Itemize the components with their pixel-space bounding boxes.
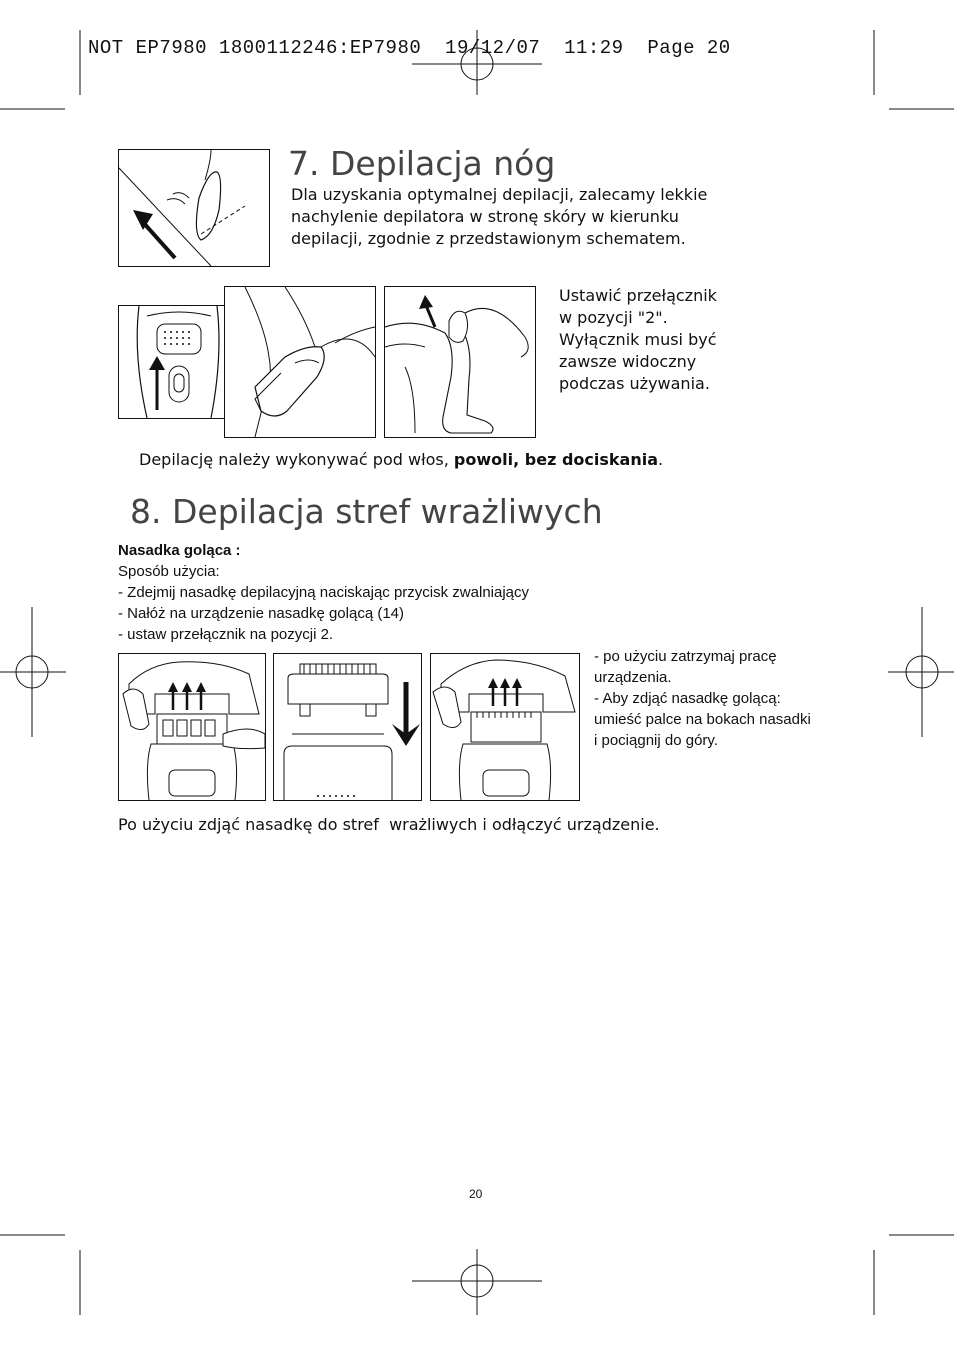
after-use-instruction [594,646,844,751]
section-7-title: 7. Depilacja nóg [288,144,556,183]
attachment-subtitle [118,540,638,561]
page-number: 20 [469,1187,483,1201]
attach-shaving-head-figure [273,653,422,801]
after-note-line: - po użyciu zatrzymaj pracę [594,648,777,665]
switch-instruction [559,285,759,395]
switch-position-figure [118,305,232,419]
switch-note-line: zawsze widoczny [559,352,697,371]
section-7-intro [291,184,751,250]
switch-note-line: podczas używania. [559,374,710,393]
leg-epilation-figure [384,286,536,438]
switch-note-line: w pozycji "2". [559,308,668,327]
print-slug: NOT EP7980 1800112246:EP7980 19/12/07 11:29 Page 20 [88,37,731,59]
attachment-subtitle-text: Nasadka goląca : [118,542,241,559]
step-item: - Zdejmij nasadkę depilacyjną naciskając przycisk zwalniający [118,584,530,601]
switch-note-line: Wyłącznik musi być [559,330,717,349]
direction-note-end: . [658,450,664,469]
after-note-line: i pociągnij do góry. [594,732,718,749]
angle-diagram [118,149,270,267]
hand-holding-epilator-figure [224,286,376,438]
direction-note-text: Depilację należy wykonywać pod włos, [139,450,454,469]
step-item: - Nałóż na urządzenie nasadkę golącą (14) [118,605,405,622]
remove-shaving-head-figure [430,653,580,801]
intro-line: nachylenie depilatora w stronę skóry w kierunku [291,207,679,226]
switch-note-line: Ustawić przełącznik [559,286,717,305]
after-note-line: - Aby zdjąć nasadkę golącą: [594,690,781,707]
intro-line: depilacji, zgodnie z przedstawionym schematem. [291,229,686,248]
final-note: Po użyciu zdjąć nasadkę do stref wrażliwych i odłączyć urządzenie. [118,815,660,834]
section-8-title: 8. Depilacja stref wrażliwych [130,492,603,531]
remove-epilating-head-figure [118,653,266,801]
direction-note-emphasis: powoli, bez dociskania [453,450,658,469]
after-note-line: urządzenia. [594,669,672,686]
direction-note [139,449,663,471]
intro-line: Dla uzyskania optymalnej depilacji, zalecamy lekkie [291,185,708,204]
step-item: - ustaw przełącznik na pozycji 2. [118,626,334,643]
after-note-line: umieść palce na bokach nasadki [594,711,811,728]
usage-label: Sposób użycia: [118,563,220,580]
section-8-instructions [118,540,638,645]
